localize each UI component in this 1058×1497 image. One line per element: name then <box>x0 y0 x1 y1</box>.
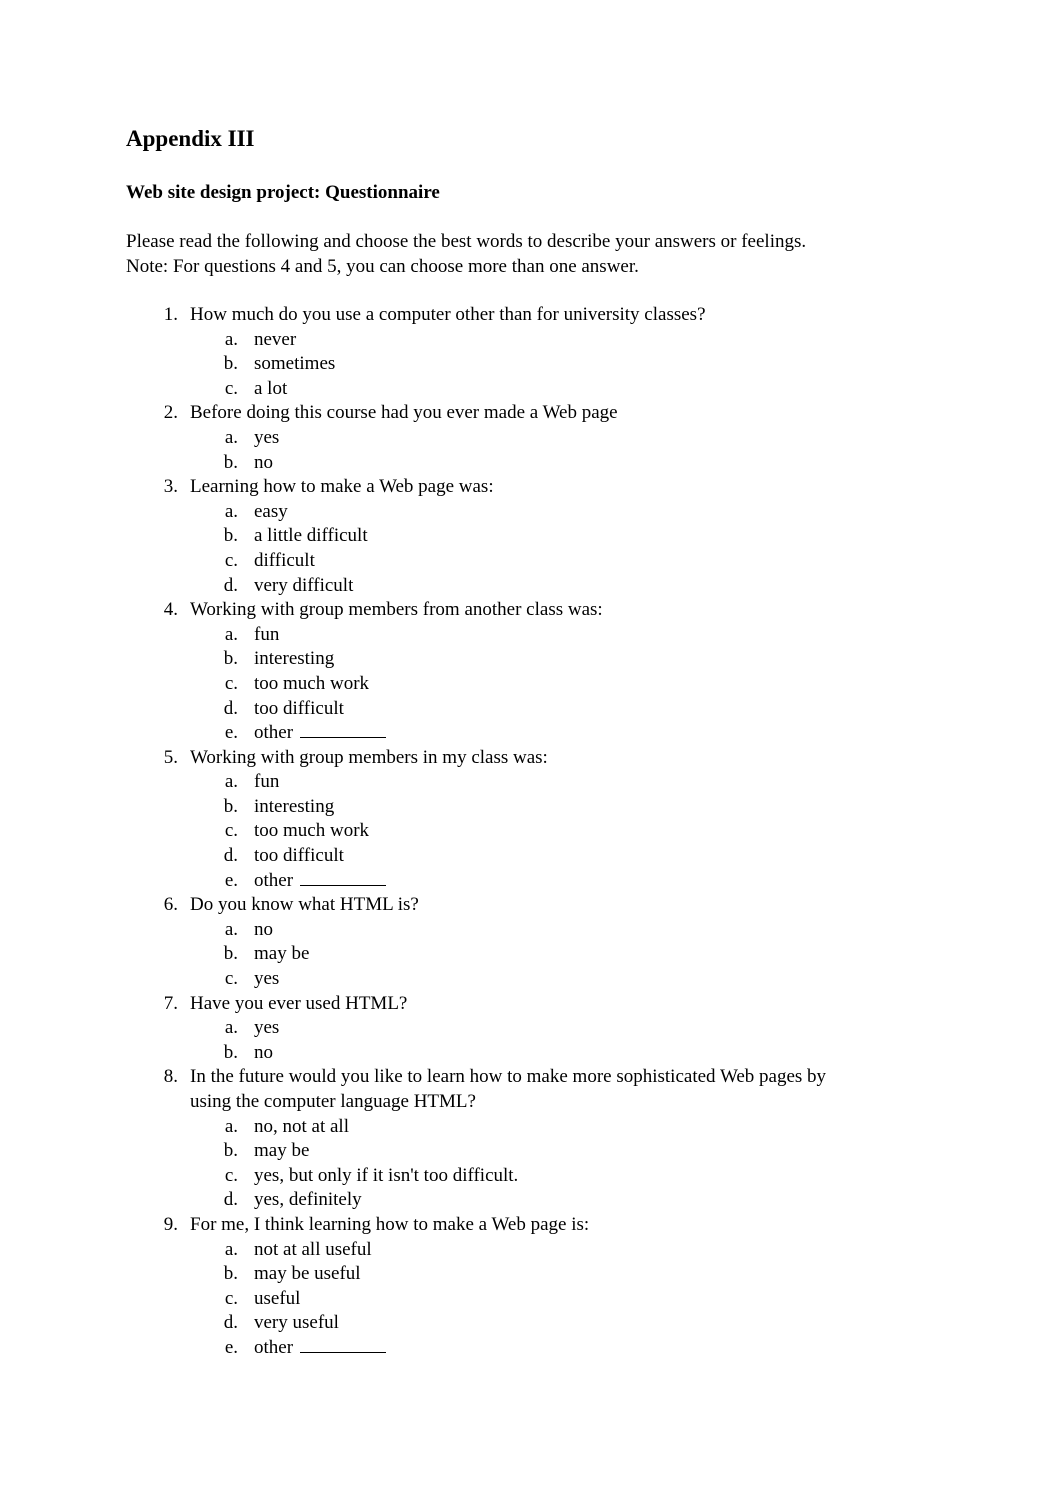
option-text-wrap <box>254 549 315 574</box>
option-text-wrap <box>254 942 309 967</box>
option-letter: a. <box>224 426 238 448</box>
option-text-wrap <box>254 377 287 402</box>
option-text-wrap <box>254 352 335 377</box>
option-label: yes, definitely <box>254 1189 362 1211</box>
option-label: never <box>254 328 297 350</box>
option-text-wrap <box>254 795 334 820</box>
question-number: 1. <box>163 304 178 325</box>
option-text-wrap <box>254 1139 309 1164</box>
question-1 <box>0 303 1058 401</box>
question-text: How much do you use a computer other than for university classes? <box>190 304 706 325</box>
option-letter: a. <box>224 1115 238 1137</box>
option-label: yes <box>254 1017 280 1039</box>
question-number: 7. <box>163 992 178 1014</box>
option-text-wrap <box>254 967 279 992</box>
option-label: useful <box>254 1287 301 1309</box>
option-text-wrap <box>254 500 288 525</box>
option-label: fun <box>254 623 280 645</box>
answer-option[interactable] <box>0 1262 1058 1287</box>
instructions <box>126 230 806 279</box>
fill-in-blank[interactable] <box>300 1336 386 1353</box>
answer-option[interactable] <box>0 500 1058 525</box>
answer-option[interactable] <box>0 819 1058 844</box>
question-text: For me, I think learning how to make a Web page is: <box>190 1213 590 1235</box>
answer-option[interactable] <box>0 647 1058 672</box>
option-label: no, not at all <box>254 1115 349 1137</box>
option-label: no <box>254 451 273 473</box>
fill-in-blank[interactable] <box>300 869 386 886</box>
question-text: Working with group members in my class was: <box>190 746 548 768</box>
option-text-wrap <box>254 574 353 599</box>
page-title: Appendix III <box>126 126 255 151</box>
question-text: Have you ever used HTML? <box>190 992 408 1014</box>
option-letter: c. <box>224 968 238 990</box>
option-label: too difficult <box>254 697 344 719</box>
answer-option[interactable] <box>0 770 1058 795</box>
answer-option[interactable] <box>0 1164 1058 1189</box>
option-text-wrap <box>254 451 273 476</box>
question-line <box>0 475 1058 500</box>
option-label: no <box>254 918 273 940</box>
answer-option[interactable] <box>0 1238 1058 1263</box>
option-label: a lot <box>254 377 288 399</box>
option-label: may be <box>254 1140 310 1162</box>
question-text: In the future would you like to learn how to make more sophisticated Web pages by <box>190 1066 827 1088</box>
option-label: too much work <box>254 820 370 842</box>
option-label: too difficult <box>254 845 344 867</box>
option-label: not at all useful <box>254 1238 372 1260</box>
option-label: fun <box>254 771 280 793</box>
option-letter: b. <box>223 943 238 965</box>
page-subtitle: Web site design project: Questionnaire <box>126 182 440 203</box>
option-text-wrap <box>254 672 369 697</box>
answer-option[interactable] <box>0 549 1058 574</box>
option-letter: d. <box>223 1189 238 1211</box>
answer-option[interactable] <box>0 352 1058 377</box>
option-label: too much work <box>254 672 370 694</box>
answer-option[interactable] <box>0 1287 1058 1312</box>
question-number: 6. <box>163 894 178 916</box>
option-text-wrap <box>254 328 296 353</box>
question-text: Do you know what HTML is? <box>190 894 419 916</box>
option-letter: a. <box>224 328 238 350</box>
option-label: a little difficult <box>254 525 368 547</box>
option-label: other <box>254 722 294 744</box>
option-text-wrap <box>254 869 386 894</box>
option-text-wrap <box>254 1287 300 1312</box>
answer-option[interactable] <box>0 844 1058 869</box>
answer-option[interactable] <box>0 1016 1058 1041</box>
option-text-wrap <box>254 721 386 746</box>
option-letter: a. <box>224 500 238 522</box>
answer-option[interactable] <box>0 869 1058 894</box>
question-4 <box>0 598 1058 746</box>
option-letter: e. <box>224 869 238 891</box>
question-text: Learning how to make a Web page was: <box>190 476 494 498</box>
question-line <box>0 893 1058 918</box>
option-label: interesting <box>254 795 335 817</box>
option-text-wrap <box>254 647 334 672</box>
answer-option[interactable] <box>0 721 1058 746</box>
question-line <box>0 1213 1058 1238</box>
answer-option[interactable] <box>0 1041 1058 1066</box>
answer-option[interactable] <box>0 1336 1058 1361</box>
option-label: other <box>254 1336 294 1358</box>
option-text-wrap <box>254 524 368 549</box>
answer-option[interactable] <box>0 328 1058 353</box>
option-letter: a. <box>224 918 238 940</box>
option-letter: d. <box>223 697 238 719</box>
option-label: other <box>254 869 294 891</box>
option-letter: d. <box>223 845 238 867</box>
answer-option[interactable] <box>0 623 1058 648</box>
question-text: Working with group members from another class was: <box>190 599 603 621</box>
option-letter: c. <box>224 377 238 399</box>
question-line <box>0 303 1058 328</box>
option-label: difficult <box>254 549 315 571</box>
question-5 <box>0 746 1058 894</box>
question-line <box>0 598 1058 623</box>
question-list <box>0 303 1058 1361</box>
answer-option[interactable] <box>0 451 1058 476</box>
option-text-wrap <box>254 1336 386 1361</box>
option-text-wrap <box>254 697 344 722</box>
answer-option[interactable] <box>0 1311 1058 1336</box>
question-6 <box>0 893 1058 991</box>
option-letter: b. <box>223 525 238 547</box>
option-text-wrap <box>254 1311 339 1336</box>
question-text: Before doing this course had you ever made a Web page <box>190 402 618 424</box>
option-text-wrap <box>254 426 279 451</box>
option-letter: b. <box>223 1263 238 1285</box>
option-letter: b. <box>223 1140 238 1162</box>
option-letter: c. <box>224 1287 238 1309</box>
question-line <box>0 1065 1058 1090</box>
answer-option[interactable] <box>0 1188 1058 1213</box>
answer-option[interactable] <box>0 672 1058 697</box>
option-label: easy <box>254 500 288 522</box>
option-label: may be useful <box>254 1263 361 1285</box>
option-letter: b. <box>223 795 238 817</box>
option-letter: a. <box>224 623 238 645</box>
question-text: using the computer language HTML? <box>190 1091 476 1112</box>
option-text-wrap <box>254 770 279 795</box>
option-letter: b. <box>223 1041 238 1063</box>
option-text-wrap <box>254 844 344 869</box>
fill-in-blank[interactable] <box>300 721 386 738</box>
option-text-wrap <box>254 1262 361 1287</box>
option-text-wrap <box>254 1188 362 1213</box>
question-number: 8. <box>163 1066 178 1088</box>
option-text-wrap <box>254 918 273 943</box>
option-text-wrap <box>254 819 369 844</box>
question-line <box>0 746 1058 771</box>
question-number: 9. <box>163 1213 178 1235</box>
question-line <box>0 1090 1058 1115</box>
question-line <box>0 992 1058 1017</box>
option-text-wrap <box>254 1041 273 1066</box>
option-label: no <box>254 1041 273 1063</box>
question-2 <box>0 401 1058 475</box>
option-letter: a. <box>224 1238 238 1260</box>
answer-option[interactable] <box>0 918 1058 943</box>
option-letter: c. <box>224 1164 238 1186</box>
option-label: yes <box>254 426 280 448</box>
option-label: interesting <box>254 648 335 670</box>
option-letter: d. <box>223 574 238 596</box>
option-letter: e. <box>224 1336 238 1358</box>
answer-option[interactable] <box>0 574 1058 599</box>
question-number: 2. <box>163 402 178 424</box>
option-label: yes, but only if it isn't too difficult. <box>254 1164 519 1186</box>
option-text-wrap <box>254 1115 349 1140</box>
question-7 <box>0 992 1058 1066</box>
instruction-line: Note: For questions 4 and 5, you can choose more than one answer. <box>126 255 639 277</box>
question-number: 5. <box>163 746 178 768</box>
answer-option[interactable] <box>0 377 1058 402</box>
option-label: sometimes <box>254 353 336 375</box>
option-label: yes <box>254 968 280 990</box>
option-letter: a. <box>224 1017 238 1039</box>
option-letter: e. <box>224 722 238 744</box>
question-number: 4. <box>163 599 178 621</box>
answer-option[interactable] <box>0 426 1058 451</box>
option-label: may be <box>254 943 310 965</box>
option-letter: c. <box>224 549 238 571</box>
question-8 <box>0 1065 1058 1213</box>
option-label: very useful <box>254 1312 339 1334</box>
option-label: very difficult <box>254 574 354 596</box>
answer-option[interactable] <box>0 1139 1058 1164</box>
option-text-wrap <box>254 1016 279 1041</box>
option-letter: c. <box>224 820 238 842</box>
question-3 <box>0 475 1058 598</box>
option-letter: b. <box>223 451 238 473</box>
option-letter: c. <box>224 672 238 694</box>
question-9 <box>0 1213 1058 1361</box>
answer-option[interactable] <box>0 1115 1058 1140</box>
question-number: 3. <box>163 476 178 498</box>
option-letter: b. <box>223 648 238 670</box>
answer-option[interactable] <box>0 524 1058 549</box>
question-line <box>0 401 1058 426</box>
answer-option[interactable] <box>0 795 1058 820</box>
answer-option[interactable] <box>0 967 1058 992</box>
option-letter: d. <box>223 1312 238 1334</box>
option-letter: a. <box>224 771 238 793</box>
option-text-wrap <box>254 623 279 648</box>
answer-option[interactable] <box>0 697 1058 722</box>
instruction-line: Please read the following and choose the best words to describe your answers or feelings. <box>126 231 807 252</box>
option-text-wrap <box>254 1164 518 1189</box>
answer-option[interactable] <box>0 942 1058 967</box>
option-letter: b. <box>223 353 238 375</box>
option-text-wrap <box>254 1238 372 1263</box>
